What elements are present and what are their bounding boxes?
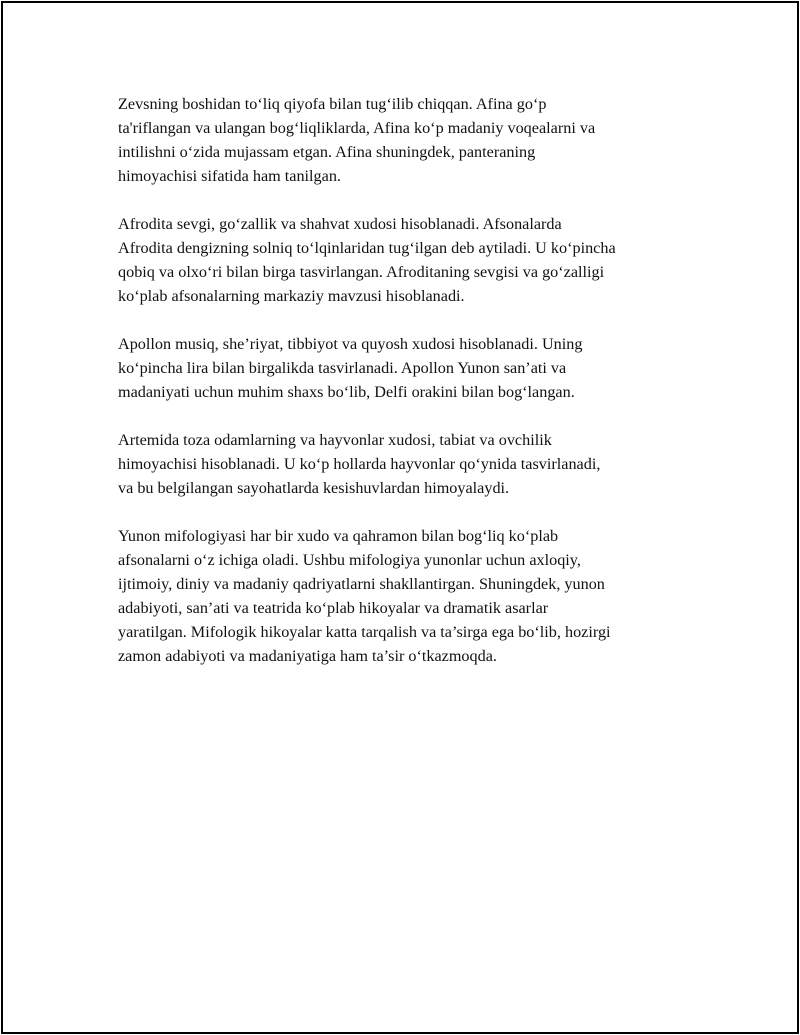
text-line: Artemida toza odamlarning va hayvonlar xudosi, tabiat va ovchilik [118, 431, 552, 449]
text-line: va bu belgilangan sayohatlarda kesishuvlardan himoyalaydi. [118, 479, 510, 497]
text-line: intilishni o‘zida mujassam etgan. Afina shuningdek, panteraning [118, 143, 536, 161]
text-line: qobiq va olxo‘ri bilan birga tasvirlangan. Afroditaning sevgisi va go‘zalligi [118, 263, 605, 281]
document-body [118, 92, 708, 692]
text-line: Apollon musiq, she’riyat, tibbiyot va quyosh xudosi hisoblanadi. Uning [118, 335, 583, 353]
paragraph-afina [118, 92, 708, 188]
paragraph-artemida [118, 428, 708, 500]
text-line: afsonalarni o‘z ichiga oladi. Ushbu mifologiya yunonlar uchun axloqiy, [118, 551, 581, 569]
text-line: Afrodita sevgi, go‘zallik va shahvat xudosi hisoblanadi. Afsonalarda [118, 215, 562, 233]
text-line: ko‘pincha lira bilan birgalikda tasvirlanadi. Apollon Yunon san’ati va [118, 359, 567, 377]
paragraph-afrodita [118, 212, 708, 308]
text-line: zamon adabiyoti va madaniyatiga ham ta’sir o‘tkazmoqda. [118, 647, 497, 665]
text-line: madaniyati uchun muhim shaxs bo‘lib, Delfi orakini bilan bog‘langan. [118, 383, 575, 401]
text-line: adabiyoti, san’ati va teatrida ko‘plab hikoyalar va dramatik asarlar [118, 599, 549, 617]
text-line: ta'riflangan va ulangan bog‘liqliklarda, Afina ko‘p madaniy voqealarni va [118, 119, 596, 137]
text-line: Zevsning boshidan to‘liq qiyofa bilan tug‘ilib chiqqan. Afina go‘p [118, 95, 547, 113]
paragraph-apollon [118, 332, 708, 404]
paragraph-yunon-mifologiyasi [118, 524, 708, 668]
text-line: ko‘plab afsonalarning markaziy mavzusi hisoblanadi. [118, 287, 465, 305]
text-line: himoyachisi hisoblanadi. U ko‘p hollarda hayvonlar qo‘ynida tasvirlanadi, [118, 455, 601, 473]
text-line: ijtimoiy, diniy va madaniy qadriyatlarni shakllantirgan. Shuningdek, yunon [118, 575, 605, 593]
text-line: Yunon mifologiyasi har bir xudo va qahramon bilan bog‘liq ko‘plab [118, 527, 559, 545]
text-line: Afrodita dengizning solniq to‘lqinlaridan tug‘ilgan deb aytiladi. U ko‘pincha [118, 239, 616, 257]
text-line: yaratilgan. Mifologik hikoyalar katta tarqalish va ta’sirga ega bo‘lib, hozirgi [118, 623, 611, 641]
text-line: himoyachisi sifatida ham tanilgan. [118, 167, 341, 185]
